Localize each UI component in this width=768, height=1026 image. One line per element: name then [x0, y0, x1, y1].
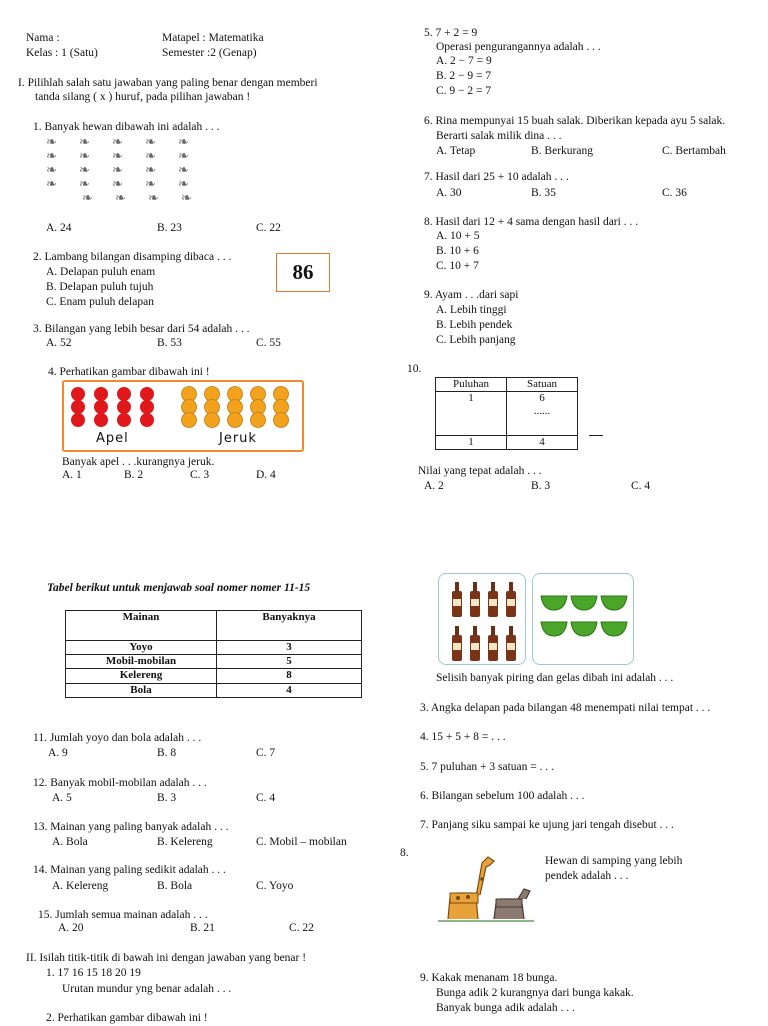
bowl-icon [541, 596, 567, 610]
fruit-picture [62, 380, 304, 452]
label-kelas: Kelas : 1 (Satu) [26, 47, 98, 59]
table-row [66, 669, 362, 683]
section1-title-line2: tanda silang ( x ) huruf, pada pilihan jawaban ! [35, 91, 251, 103]
essay9-text-2: Bunga adik 2 kurangnya dari bunga kakak. [436, 987, 634, 999]
apple-icon [140, 400, 154, 414]
bottle-neck [491, 626, 495, 636]
butterfly-icon: ❧ [112, 134, 123, 149]
label-matapel: Matapel : Matematika [162, 32, 264, 44]
bottles-drawing [439, 574, 525, 664]
bowls-picture [532, 573, 634, 665]
butterfly-icon: ❧ [112, 148, 123, 163]
q11-option-c[interactable]: C. 7 [256, 747, 276, 759]
table-row [66, 641, 362, 655]
q12-option-a[interactable]: A. 5 [52, 792, 72, 804]
q15-option-b[interactable]: B. 21 [190, 922, 215, 934]
col-banyaknya: Banyaknya [217, 611, 362, 641]
animals-drawing [438, 853, 534, 923]
q1-option-c[interactable]: C. 22 [256, 222, 281, 234]
q14-option-a[interactable]: A. Kelereng [52, 880, 109, 892]
bottle-label [471, 643, 479, 650]
toy-name: Bola [66, 683, 217, 697]
toy-name: Mobil-mobilan [66, 655, 217, 669]
section1-title: I. Pilihlah salah satu jawaban yang paling benar dengan memberi [18, 77, 318, 89]
butterfly-picture [46, 134, 216, 206]
q10-option-b[interactable]: B. 3 [531, 480, 551, 492]
q2-option-c[interactable]: C. Enam puluh delapan [46, 296, 154, 308]
q10-question: Nilai yang tepat adalah . . . [418, 465, 542, 477]
apple-icon [117, 387, 131, 401]
q5-sub: Operasi pengurangannya adalah . . . [436, 41, 601, 53]
bottle-label [453, 599, 461, 606]
q4-option-a[interactable]: A. 1 [62, 469, 82, 481]
bottle-label [507, 643, 515, 650]
q4-text: 4. Perhatikan gambar dibawah ini ! [48, 366, 210, 378]
q11-option-b[interactable]: B. 8 [157, 747, 177, 759]
col-mainan: Mainan [66, 611, 217, 641]
bottle-label [489, 643, 497, 650]
butterfly-icon: ❧ [46, 176, 57, 191]
bottles-picture [438, 573, 526, 665]
q6-option-b[interactable]: B. Berkurang [531, 145, 593, 157]
toy-qty: 5 [217, 655, 362, 669]
apple-icon [94, 413, 108, 427]
butterfly-icon: ❧ [46, 162, 57, 177]
q13-option-c[interactable]: C. Mobil – mobilan [256, 836, 347, 848]
apple-icon [71, 413, 85, 427]
essay7-text: 7. Panjang siku sampai ke ujung jari tengah disebut . . . [420, 819, 674, 831]
toy-qty: 8 [217, 669, 362, 683]
cell-puluhan-3: 1 [436, 436, 507, 450]
butterfly-icon: ❧ [46, 134, 57, 149]
bowl-icon [571, 622, 597, 636]
butterfly-icon: ❧ [82, 190, 93, 205]
col-puluhan: Puluhan [436, 378, 507, 392]
butterfly-icon: ❧ [79, 162, 90, 177]
orange-icon [228, 413, 243, 428]
bowl-icon [601, 596, 627, 610]
apple-icon [140, 387, 154, 401]
q14-option-c[interactable]: C. Yoyo [256, 880, 294, 892]
apple-icon [117, 400, 131, 414]
bowl-icon [541, 622, 567, 636]
q10-option-c[interactable]: C. 4 [631, 480, 651, 492]
toy-qty: 3 [217, 641, 362, 655]
essay9-text-3: Banyak bunga adik adalah . . . [436, 1002, 575, 1014]
q2-option-a[interactable]: A. Delapan puluh enam [46, 266, 156, 278]
q5-text: 5. 7 + 2 = 9 [424, 27, 478, 39]
q4-question: Banyak apel . . .kurangnya jeruk. [62, 456, 215, 468]
q15-option-a[interactable]: A. 20 [58, 922, 84, 934]
bottle-neck [509, 582, 513, 592]
q4-option-b[interactable]: B. 2 [124, 469, 144, 481]
butterfly-icon: ❧ [178, 162, 189, 177]
bottle-neck [455, 626, 459, 636]
toy-name: Kelereng [66, 669, 217, 683]
butterfly-icon: ❧ [79, 176, 90, 191]
essay1-numbers: 1. 17 16 15 18 20 19 [46, 967, 141, 979]
butterfly-icon: ❧ [181, 190, 192, 205]
toy-name: Yoyo [66, 641, 217, 655]
cell-satuan-1 [507, 392, 578, 436]
q12-option-b[interactable]: B. 3 [157, 792, 177, 804]
essay4-text: 4. 15 + 5 + 8 = . . . [420, 731, 506, 743]
q8-option-a[interactable]: A. 10 + 5 [436, 230, 480, 242]
cell-puluhan-1: 1 [436, 392, 507, 436]
apple-icon [140, 413, 154, 427]
q5-option-c[interactable]: C. 9 − 2 = 7 [436, 85, 492, 97]
q12-option-c[interactable]: C. 4 [256, 792, 276, 804]
q1-text: 1. Banyak hewan dibawah ini adalah . . . [33, 121, 220, 133]
label-nama: Nama : [26, 32, 60, 44]
cell-satuan-3: 4 [507, 436, 578, 450]
q13-text: 13. Mainan yang paling banyak adalah . . . [33, 821, 229, 833]
table-row [66, 683, 362, 697]
orange-icon [251, 413, 266, 428]
q6-text: 6. Rina mempunyai 15 buah salak. Diberikan kepada ayu 5 salak. [424, 115, 726, 127]
q6-sub: Berarti salak milik dina . . . [436, 130, 562, 142]
label-semester: Semester :2 (Genap) [162, 47, 257, 59]
jeruk-label: Jeruk [219, 431, 257, 446]
q9-option-a[interactable]: A. Lebih tinggi [436, 304, 507, 316]
butterfly-icon: ❧ [178, 176, 189, 191]
apple-icon [71, 387, 85, 401]
q11-option-a[interactable]: A. 9 [48, 747, 68, 759]
bottle-label [453, 643, 461, 650]
butterfly-icon: ❧ [148, 190, 159, 205]
orange-icon [274, 413, 289, 428]
essay8-number: 8. [400, 847, 409, 859]
q2-option-b[interactable]: B. Delapan puluh tujuh [46, 281, 154, 293]
q7-text: 7. Hasil dari 25 + 10 adalah . . . [424, 171, 569, 183]
q4-option-d[interactable]: D. 4 [256, 469, 276, 481]
apple-icon [94, 400, 108, 414]
bottle-neck [473, 582, 477, 592]
orange-icon [182, 413, 197, 428]
q6-option-c[interactable]: C. Bertambah [662, 145, 726, 157]
q2-text: 2. Lambang bilangan disamping dibaca . . . [33, 251, 232, 263]
butterfly-icon: ❧ [112, 162, 123, 177]
apple-icon [71, 400, 85, 414]
orange-icon [205, 413, 220, 428]
cell-satuan-1-value: 6 [539, 392, 545, 405]
butterfly-icon: ❧ [178, 134, 189, 149]
q5-option-a[interactable]: A. 2 − 7 = 9 [436, 55, 492, 67]
bowl-icon [601, 622, 627, 636]
number-box: 86 [276, 253, 330, 292]
q8-option-c[interactable]: C. 10 + 7 [436, 260, 479, 272]
q7-option-b[interactable]: B. 35 [531, 187, 556, 199]
bottle-neck [473, 626, 477, 636]
butterfly-icon: ❧ [79, 148, 90, 163]
essay8-text-1: Hewan di samping yang lebih [545, 855, 683, 867]
q1-option-a[interactable]: A. 24 [46, 222, 72, 234]
toys-table [65, 610, 362, 698]
q9-option-c[interactable]: C. Lebih panjang [436, 334, 516, 346]
q14-option-b[interactable]: B. Bola [157, 880, 193, 892]
q7-option-a[interactable]: A. 30 [436, 187, 462, 199]
essay3-text: 3. Angka delapan pada bilangan 48 menempati nilai tempat . . . [420, 702, 711, 714]
q3-option-a[interactable]: A. 52 [46, 337, 72, 349]
essay8-text-2: pendek adalah . . . [545, 870, 629, 882]
cell-satuan-blank: ...... [533, 405, 551, 418]
butterfly-icon: ❧ [145, 162, 156, 177]
bottle-label [507, 599, 515, 606]
butterfly-icon: ❧ [178, 148, 189, 163]
q13-option-a[interactable]: A. Bola [52, 836, 88, 848]
q4-option-c[interactable]: C. 3 [190, 469, 210, 481]
butterfly-icon: ❧ [145, 148, 156, 163]
toy-qty: 4 [217, 683, 362, 697]
bottle-neck [491, 582, 495, 592]
q8-option-b[interactable]: B. 10 + 6 [436, 245, 479, 257]
essay1-question: Urutan mundur yng benar adalah . . . [62, 983, 232, 995]
q5-option-b[interactable]: B. 2 − 9 = 7 [436, 70, 492, 82]
q3-text: 3. Bilangan yang lebih besar dari 54 adalah . . . [33, 323, 250, 335]
q3-option-b[interactable]: B. 53 [157, 337, 182, 349]
table-row [66, 655, 362, 669]
essay9-text-1: 9. Kakak menanam 18 bunga. [420, 972, 558, 984]
butterfly-icon: ❧ [145, 176, 156, 191]
q10-number: 10. [407, 363, 422, 375]
essay6-text: 6. Bilangan sebelum 100 adalah . . . [420, 790, 585, 802]
bottle-label [489, 599, 497, 606]
essay2-text: 2. Perhatikan gambar dibawah ini ! [46, 1012, 208, 1024]
bottle-neck [455, 582, 459, 592]
q11-text: 11. Jumlah yoyo dan bola adalah . . . [33, 732, 202, 744]
q8-text: 8. Hasil dari 12 + 4 sama dengan hasil dari . . . [424, 216, 639, 228]
bowl-icon [571, 596, 597, 610]
q12-text: 12. Banyak mobil-mobilan adalah . . . [33, 777, 207, 789]
minus-line [589, 435, 603, 436]
butterfly-icon: ❧ [46, 148, 57, 163]
q13-option-b[interactable]: B. Kelereng [157, 836, 213, 848]
q15-option-c[interactable]: C. 22 [289, 922, 314, 934]
q15-text: 15. Jumlah semua mainan adalah . . . [38, 909, 208, 921]
section2-title: II. Isilah titik-titik di bawah ini dengan jawaban yang benar ! [26, 952, 307, 964]
place-value-table [435, 377, 578, 450]
bowls-drawing [533, 574, 633, 664]
apple-icon [94, 387, 108, 401]
q1-option-b[interactable]: B. 23 [157, 222, 182, 234]
q3-option-c[interactable]: C. 55 [256, 337, 281, 349]
butterfly-icon: ❧ [115, 190, 126, 205]
apel-label: Apel [96, 431, 129, 446]
butterfly-icon: ❧ [145, 134, 156, 149]
essay2-question: Selisih banyak piring dan gelas dibah ini adalah . . . [436, 672, 674, 684]
butterfly-icon: ❧ [112, 176, 123, 191]
bottle-label [471, 599, 479, 606]
q6-option-a[interactable]: A. Tetap [436, 145, 476, 157]
apple-icon [117, 413, 131, 427]
bottle-neck [509, 626, 513, 636]
q9-text: 9. Ayam . . .dari sapi [424, 289, 519, 301]
col-satuan: Satuan [507, 378, 578, 392]
giraffe-horse-picture [438, 853, 534, 923]
toys-caption: Tabel berikut untuk menjawab soal nomer nomer 11-15 [47, 582, 311, 594]
q9-option-b[interactable]: B. Lebih pendek [436, 319, 513, 331]
q7-option-c[interactable]: C. 36 [662, 187, 687, 199]
essay5-text: 5. 7 puluhan + 3 satuan = . . . [420, 761, 555, 773]
butterfly-icon: ❧ [79, 134, 90, 149]
q10-option-a[interactable]: A. 2 [424, 480, 444, 492]
q14-text: 14. Mainan yang paling sedikit adalah . . . [33, 864, 226, 876]
